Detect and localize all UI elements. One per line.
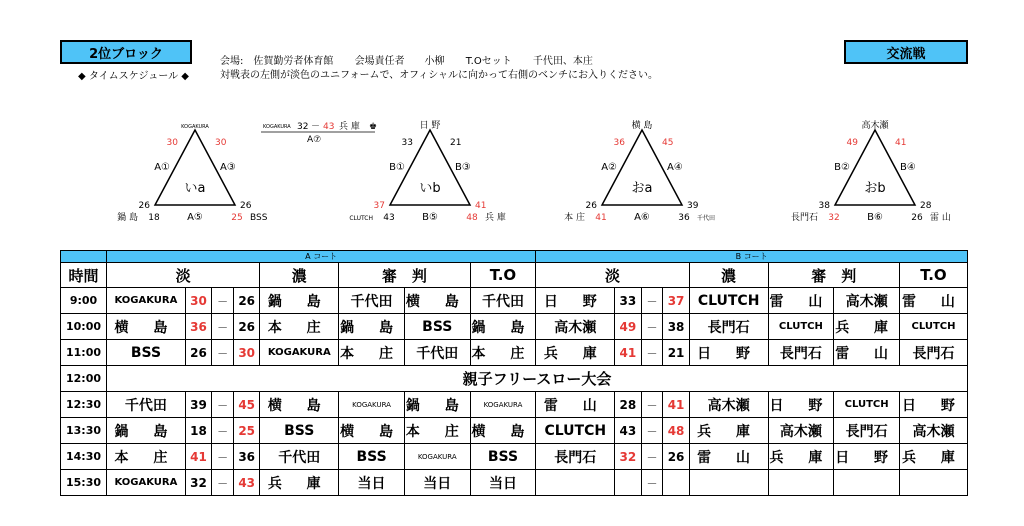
group-team: CLUTCH [349,215,373,222]
group-match-label: B④ [900,162,916,173]
block-title: 2位ブロック [60,40,192,64]
column-header: 淡 [536,263,689,288]
score-light: 26 [185,340,211,366]
referee-1: 日 野 [768,392,834,418]
table-row [61,470,968,496]
score-light: 33 [615,288,641,314]
referee-1: 本 庄 [339,340,405,366]
team-light [536,470,615,496]
group-score: 25 [231,213,243,223]
column-header: T.O [899,263,967,288]
table-official: 兵 庫 [899,444,967,470]
score-dash: － [212,288,234,314]
group-name: いb [419,181,441,196]
referee-2: 長門石 [834,418,900,444]
group-score: 26 [240,201,252,211]
time-cell: 9:00 [61,288,107,314]
table-official: 日 野 [899,392,967,418]
group-oa-diagram [564,120,727,230]
time-cell: 13:30 [61,418,107,444]
team-light: 鍋 島 [107,418,186,444]
group-score: 41 [895,138,907,148]
score-dark: 26 [234,314,260,340]
team-dark: 高木瀬 [689,392,768,418]
table-row [61,366,968,392]
score-dash: － [641,444,663,470]
event-cell: 親子フリースロー大会 [107,366,968,392]
score-light: 30 [185,288,211,314]
table-official [899,470,967,496]
score-light: 32 [185,470,211,496]
group-match-label: A⑥ [634,212,650,223]
score-dash: － [212,314,234,340]
group-ob-diagram [790,120,960,230]
venue: 会場: 佐賀勤労者体育館 [220,56,334,67]
score-light: 41 [185,444,211,470]
table-official: 雷 山 [899,288,967,314]
venue-line [220,52,611,67]
team-light: 長門石 [536,444,615,470]
referee-2: 千代田 [404,340,470,366]
group-match-label: A③ [220,162,236,173]
referee-2: BSS [404,314,470,340]
group-name: おb [864,181,886,196]
schedule-label: ◆ タイムスケジュール ◆ [78,71,189,82]
score-dash: － [212,340,234,366]
group-score: 30 [166,138,178,148]
score-dark: 37 [663,288,689,314]
score-dash: － [641,392,663,418]
table-official: 当日 [470,470,536,496]
team-light: 高木瀬 [536,314,615,340]
group-top-team: 日 野 [419,121,441,131]
team-dark: 兵 庫 [689,418,768,444]
score-dash: － [212,418,234,444]
group-top-team: 横 島 [631,121,653,131]
score-dash: － [641,470,663,496]
note-right-team: 兵 庫 [339,122,360,132]
group-match-label: A④ [667,162,683,173]
group-top-team: 高木瀬 [861,121,889,131]
group-top-team: KOGAKURA [181,124,209,130]
team-light: KOGAKURA [107,470,186,496]
group-team: 千代田 [697,215,716,222]
table-official: BSS [470,444,536,470]
score-dash: － [212,392,234,418]
column-header: 審 判 [768,263,899,288]
note-left-team: KOGAKURA [263,124,291,130]
time-cell: 12:00 [61,366,107,392]
group-score: 18 [148,213,160,223]
score-dash: － [641,418,663,444]
table-official: 千代田 [470,288,536,314]
score-light: 18 [185,418,211,444]
score-light: 39 [185,392,211,418]
column-header: 審 判 [339,263,470,288]
referee-1: 兵 庫 [768,444,834,470]
group-score: 28 [920,201,932,211]
team-light: 兵 庫 [536,340,615,366]
table-official: KOGAKURA [470,392,536,418]
score-dark: 38 [663,314,689,340]
trophy-icon: ♚ [369,122,378,132]
court-b-label: B コート [536,251,968,263]
group-match-label: B⑥ [867,212,883,223]
score-dark: 26 [663,444,689,470]
referee-1: 当日 [339,470,405,496]
group-name: おa [631,181,653,196]
team-dark: 長門石 [689,314,768,340]
score-light: 43 [615,418,641,444]
to-set-teams: 千代田、本庄 [532,56,593,67]
referee-2: 鍋 島 [404,392,470,418]
team-dark: 横 島 [260,392,339,418]
corner-cell [61,251,107,263]
note-match: A⑦ [307,135,322,145]
referee-1: KOGAKURA [339,392,405,418]
referee-2: KOGAKURA [404,444,470,470]
group-score: 21 [450,138,462,148]
table-row [61,418,968,444]
group-match-label: B③ [455,162,471,173]
table-official: 長門石 [899,340,967,366]
referee-2: 当日 [404,470,470,496]
score-dark: 48 [663,418,689,444]
table-official: 本 庄 [470,340,536,366]
score-light: 32 [615,444,641,470]
score-light: 49 [615,314,641,340]
table-row [61,314,968,340]
column-header: 濃 [260,263,339,288]
score-dark: 45 [234,392,260,418]
group-match-label: A① [154,162,170,173]
team-dark: 本 庄 [260,314,339,340]
time-cell: 15:30 [61,470,107,496]
group-score: 48 [466,213,478,223]
group-match-label: A⑤ [187,212,203,223]
referee-2: CLUTCH [834,392,900,418]
group-match-label: B⑤ [422,212,438,223]
referee-1: 高木瀬 [768,418,834,444]
column-header: 濃 [689,263,768,288]
group-score: 41 [475,201,487,211]
group-score: 26 [911,213,923,223]
time-cell: 12:30 [61,392,107,418]
group-team: 雷 山 [930,213,951,223]
team-dark: 兵 庫 [260,470,339,496]
team-light: 横 島 [107,314,186,340]
table-official: 鍋 島 [470,314,536,340]
column-header: T.O [470,263,536,288]
team-dark [689,470,768,496]
note-dash: － [311,122,321,132]
group-team: BSS [250,213,268,223]
team-light: 千代田 [107,392,186,418]
score-light: 28 [615,392,641,418]
team-light: CLUTCH [536,418,615,444]
referee-2: 高木瀬 [834,288,900,314]
group-score: 26 [138,201,150,211]
referee-1: 横 島 [339,418,405,444]
group-match-label: A② [601,162,617,173]
team-light: BSS [107,340,186,366]
table-row [61,288,968,314]
team-dark: 鍋 島 [260,288,339,314]
team-dark: 千代田 [260,444,339,470]
team-dark: 日 野 [689,340,768,366]
time-cell: 11:00 [61,340,107,366]
group-score: 39 [687,201,699,211]
table-row [61,392,968,418]
score-dash: － [641,340,663,366]
score-dash: － [641,288,663,314]
group-match-label: B② [834,162,850,173]
group-score: 43 [383,213,395,223]
referee-1 [768,470,834,496]
team-dark: BSS [260,418,339,444]
score-light: 36 [185,314,211,340]
score-dark: 30 [234,340,260,366]
table-official: 高木瀬 [899,418,967,444]
exchange-title: 交流戦 [844,40,968,64]
referee-2: 雷 山 [834,340,900,366]
team-light: 雷 山 [536,392,615,418]
score-dash: － [641,314,663,340]
referee-2: 日 野 [834,444,900,470]
group-score: 30 [215,138,227,148]
team-dark: KOGAKURA [260,340,339,366]
score-dark: 41 [663,392,689,418]
score-dark [663,470,689,496]
group-score: 33 [401,138,413,148]
team-dark: 雷 山 [689,444,768,470]
group-match-label: B① [389,162,405,173]
column-header: 時間 [61,263,107,288]
group-score: 45 [662,138,674,148]
column-header-row [61,263,968,288]
referee-2: 本 庄 [404,418,470,444]
score-dark: 36 [234,444,260,470]
table-official: CLUTCH [899,314,967,340]
table-row [61,444,968,470]
group-score: 49 [846,138,858,148]
score-dark: 25 [234,418,260,444]
team-light: 日 野 [536,288,615,314]
group-ib-diagram [349,120,515,230]
group-name: いa [184,181,206,196]
score-dash: － [212,444,234,470]
table-row [61,340,968,366]
score-dark: 26 [234,288,260,314]
note-left-score: 32 [297,122,309,132]
venue-manager: 会場責任者 小柳 [354,56,445,67]
referee-1: BSS [339,444,405,470]
group-team: 兵 庫 [485,213,506,223]
time-cell: 14:30 [61,444,107,470]
referee-1: 長門石 [768,340,834,366]
group-score: 36 [613,138,625,148]
referee-1: CLUTCH [768,314,834,340]
group-team: 鍋 島 [117,213,138,223]
table-official: 横 島 [470,418,536,444]
referee-2: 兵 庫 [834,314,900,340]
group-score: 41 [595,213,607,223]
referee-1: 千代田 [339,288,405,314]
group-team: 長門石 [790,213,818,223]
referee-1: 鍋 島 [339,314,405,340]
team-light: KOGAKURA [107,288,186,314]
team-dark: CLUTCH [689,288,768,314]
score-light: 41 [615,340,641,366]
group-score: 36 [678,213,690,223]
column-header: 淡 [107,263,260,288]
schedule-table [60,250,968,496]
note-right-score: 43 [323,122,335,132]
to-set-label: T.Oセット [465,56,512,67]
team-light: 本 庄 [107,444,186,470]
uniform-note: 対戦表の左側が淡色のユニフォームで、オフィシャルに向かって右側のベンチにお入りください。 [220,70,658,81]
score-dark: 21 [663,340,689,366]
group-team: 本 庄 [564,213,585,223]
time-cell: 10:00 [61,314,107,340]
group-score: 26 [585,201,597,211]
court-header-row [61,251,968,263]
referee-1: 雷 山 [768,288,834,314]
score-light [615,470,641,496]
group-score: 32 [828,213,840,223]
group-score: 38 [818,201,830,211]
court-a-label: A コート [107,251,536,263]
score-dash: － [212,470,234,496]
referee-2 [834,470,900,496]
group-ia-diagram [117,120,280,230]
referee-2: 横 島 [404,288,470,314]
score-dark: 43 [234,470,260,496]
group-score: 37 [373,201,385,211]
